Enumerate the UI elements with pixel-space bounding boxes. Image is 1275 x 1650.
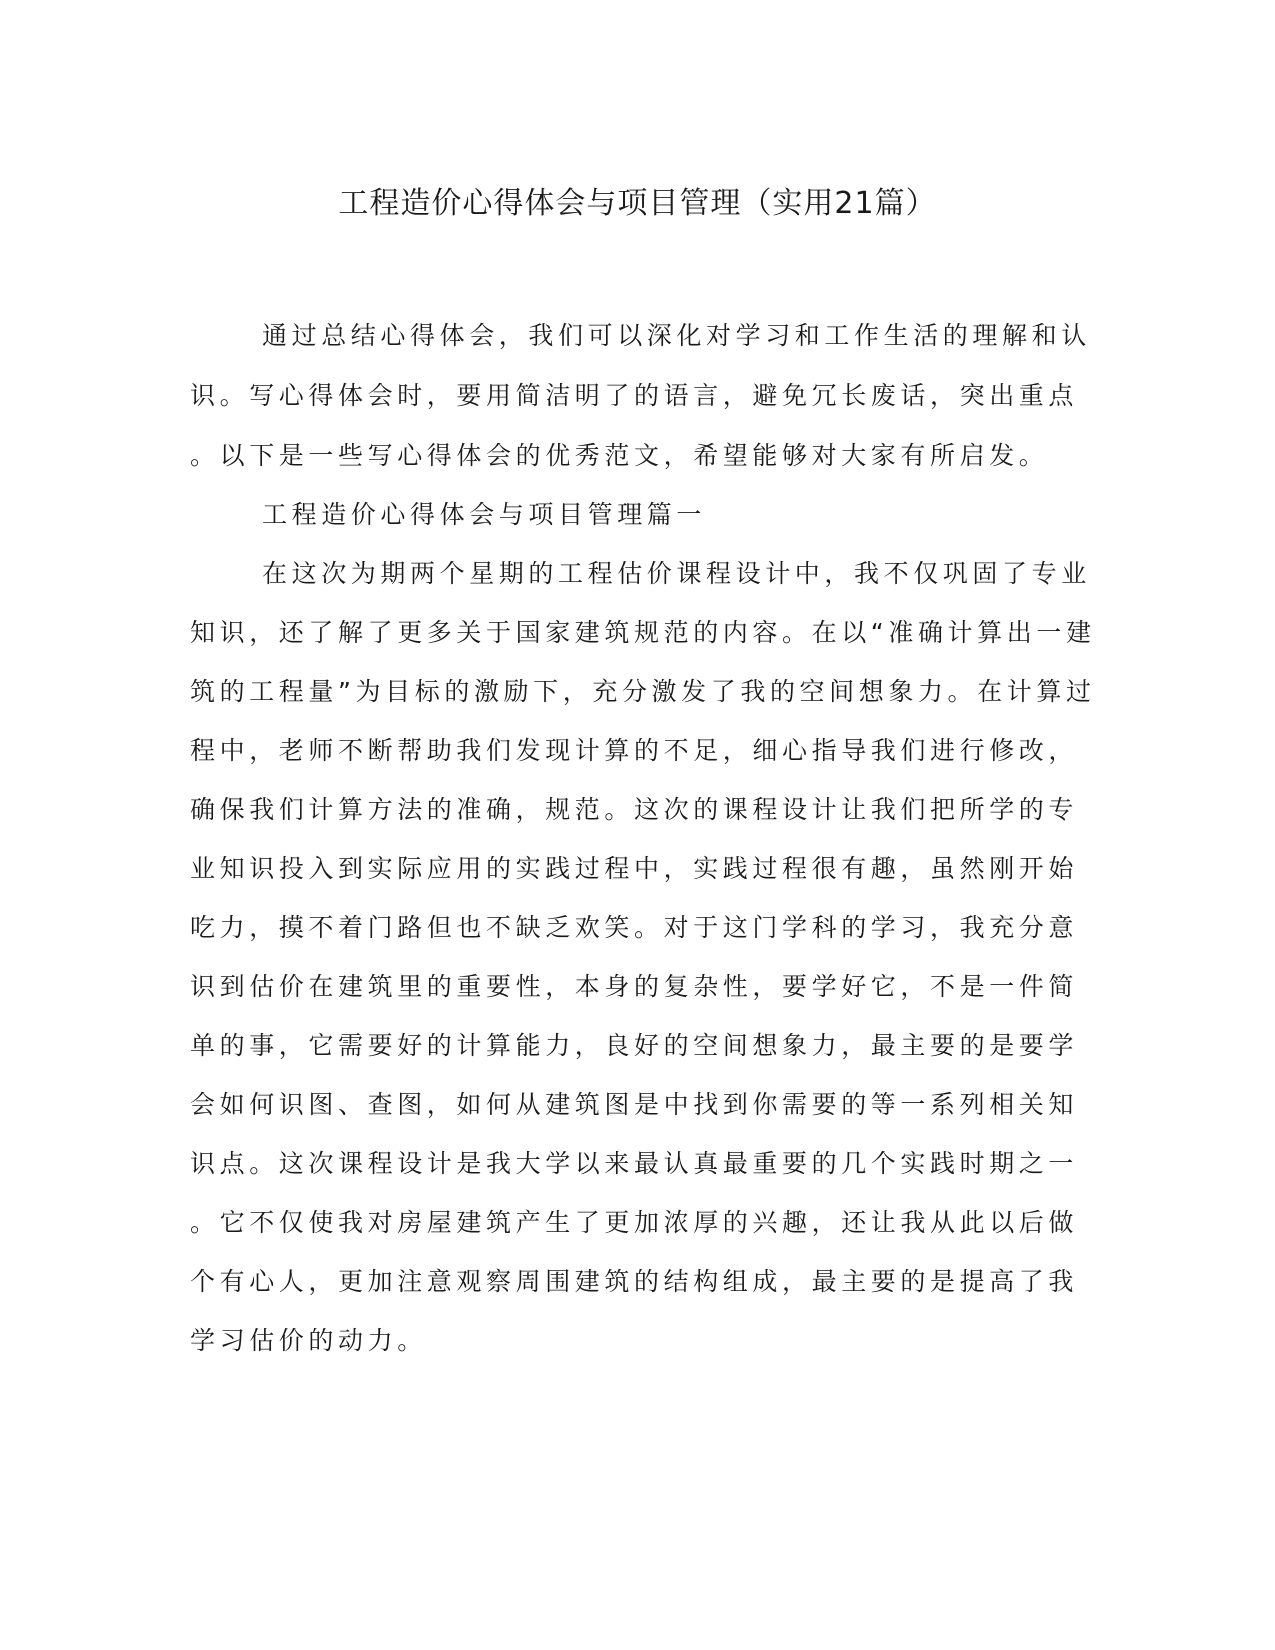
body-line: 在这次为期两个星期的工程估价课程设计中，我不仅巩固了专业 xyxy=(262,559,1091,588)
body-line: 业知识投入到实际应用的实践过程中，实践过程很有趣，虽然刚开始 xyxy=(190,854,1079,883)
body-line: 单的事，它需要好的计算能力，良好的空间想象力，最主要的是要学 xyxy=(190,1031,1079,1060)
intro-line: 通过总结心得体会，我们可以深化对学习和工作生活的理解和认 xyxy=(262,321,1091,350)
intro-line: 。以下是一些写心得体会的优秀范文，希望能够对大家有所启发。 xyxy=(190,441,1049,470)
body-line: 确保我们计算方法的准确，规范。这次的课程设计让我们把所学的专 xyxy=(190,795,1079,824)
body-line: 学习估价的动力。 xyxy=(190,1326,427,1355)
body-line: 会如何识图、查图，如何从建筑图是中找到你需要的等一系列相关知 xyxy=(190,1090,1079,1119)
intro-line: 识。写心得体会时，要用简洁明了的语言，避免冗长废话，突出重点 xyxy=(190,381,1079,410)
section-heading: 工程造价心得体会与项目管理篇一 xyxy=(262,500,707,529)
body-line: 识点。这次课程设计是我大学以来最认真最重要的几个实践时期之一 xyxy=(190,1149,1079,1178)
body-line: 筑的工程量”为目标的激励下，充分激发了我的空间想象力。在计算过 xyxy=(190,677,1096,706)
body-line: 。它不仅使我对房屋建筑产生了更加浓厚的兴趣，还让我从此以后做 xyxy=(190,1208,1079,1237)
body-line: 识到估价在建筑里的重要性，本身的复杂性，要学好它，不是一件简 xyxy=(190,972,1079,1001)
body-line: 吃力，摸不着门路但也不缺乏欢笑。对于这门学科的学习，我充分意 xyxy=(190,913,1079,942)
body-line: 个有心人，更加注意观察周围建筑的结构组成，最主要的是提高了我 xyxy=(190,1267,1079,1296)
body-line: 知识，还了解了更多关于国家建筑规范的内容。在以“准确计算出一建 xyxy=(190,618,1096,647)
document-title: 工程造价心得体会与项目管理（实用21篇） xyxy=(338,186,937,221)
body-line: 程中，老师不断帮助我们发现计算的不足，细心指导我们进行修改， xyxy=(190,736,1079,765)
